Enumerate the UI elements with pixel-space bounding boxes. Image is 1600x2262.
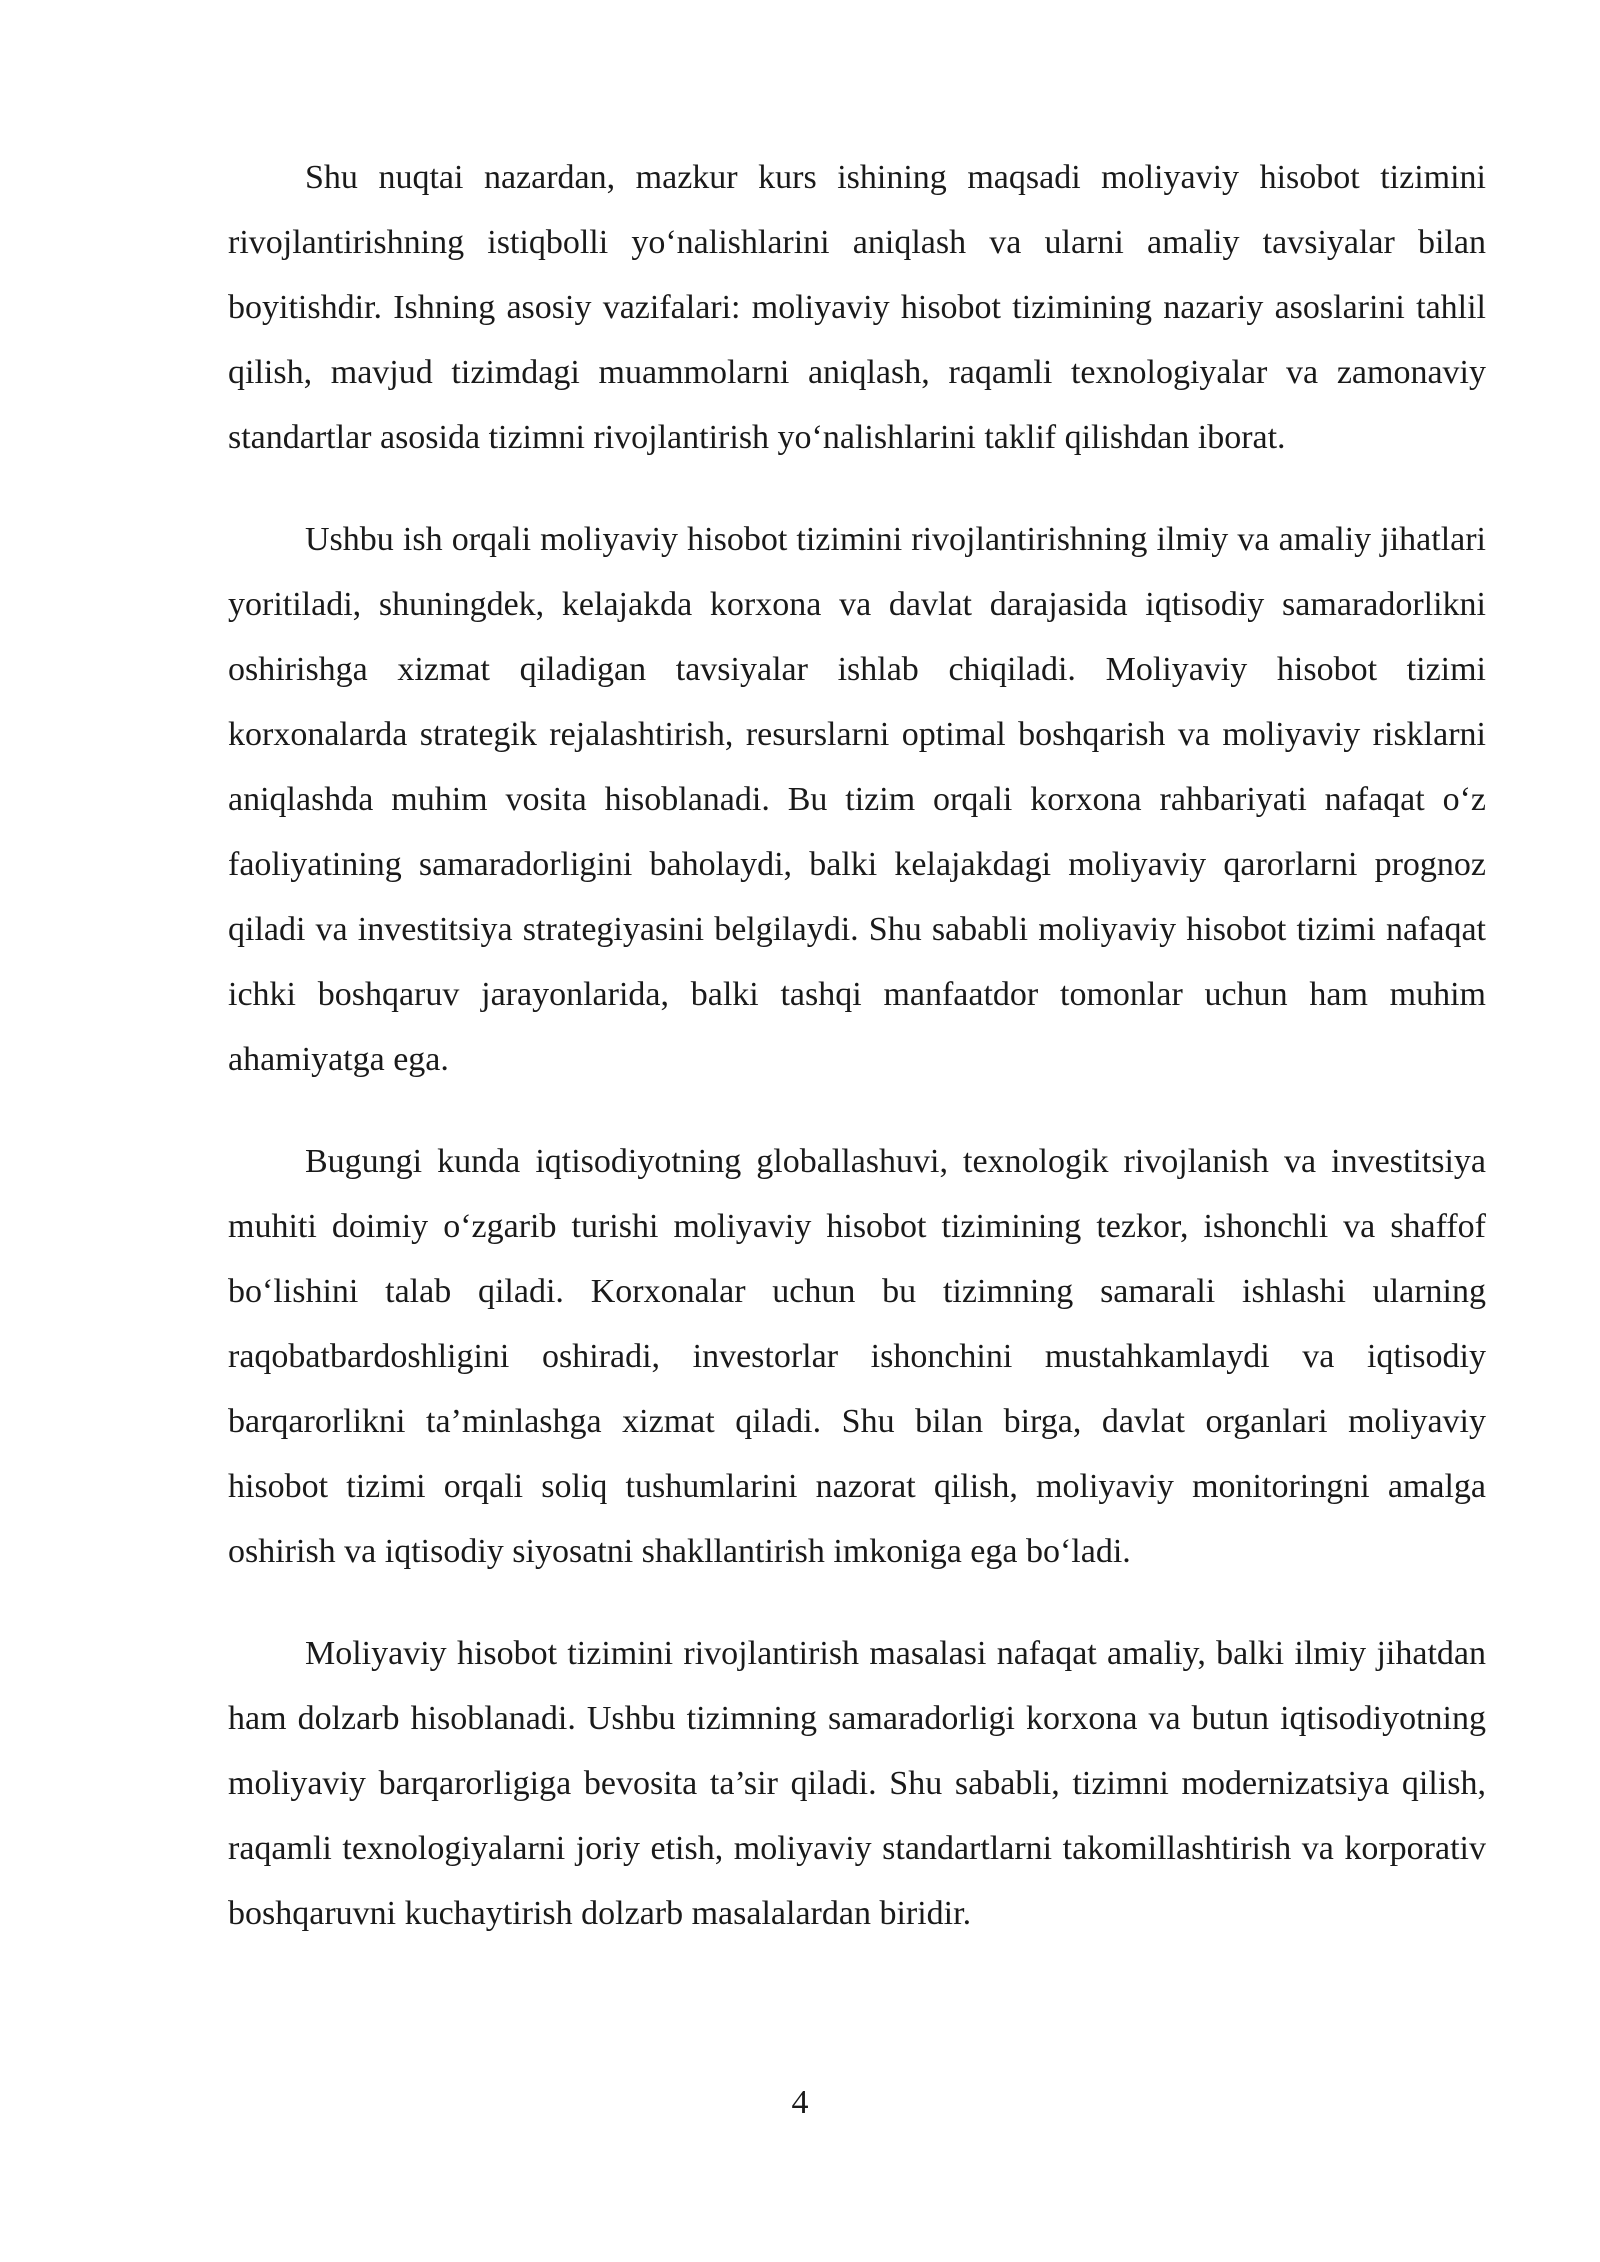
paragraph-2: Ushbu ish orqali moliyaviy hisobot tizimini rivojlantirishning ilmiy va amaliy jihatlari yoritiladi, shuningdek, kelajakda korxona va davlat darajasida iqtisodiy samaradorlikni oshirishga xizmat qiladigan tavsiyalar ishlab chiqiladi. Moliyaviy hisobot tizimi korxonalarda strategik rejalashtirish, resurslarni optimal boshqarish va moliyaviy risklarni aniqlashda muhim vosita hisoblanadi. Bu tizim orqali korxona rahbariyati nafaqat o‘z faoliyatining samaradorligini baholaydi, balki kelajakdagi moliyaviy qarorlarni prognoz qiladi va investitsiya strategiyasini belgilaydi. Shu sababli moliyaviy hisobot tizimi nafaqat ichki boshqaruv jarayonlarida, balki tashqi manfaatdor tomonlar uchun ham muhim ahamiyatga ega. [228, 521, 1486, 1078]
paragraph-4: Moliyaviy hisobot tizimini rivojlantirish masalasi nafaqat amaliy, balki ilmiy jihatdan ham dolzarb hisoblanadi. Ushbu tizimning samaradorligi korxona va butun iqtisodiyotning moliyaviy barqarorligiga bevosita ta’sir qiladi. Shu sababli, tizimni modernizatsiya qilish, raqamli texnologiyalarni joriy etish, moliyaviy standartlarni takomillashtirish va korporativ boshqaruvni kuchaytirish dolzarb masalalardan biridir. [228, 1635, 1486, 1932]
paragraph-1: Shu nuqtai nazardan, mazkur kurs ishining maqsadi moliyaviy hisobot tizimini rivojlantirishning istiqbolli yo‘nalishlarini aniqlash va ularni amaliy tavsiyalar bilan boyitishdir. Ishning asosiy vazifalari: moliyaviy hisobot tizimining nazariy asoslarini tahlil qilish, mavjud tizimdagi muammolarni aniqlash, raqamli texnologiyalar va zamonaviy standartlar asosida tizimni rivojlantirish yo‘nalishlarini taklif qilishdan iborat. [228, 159, 1486, 456]
body-text [228, 145, 1486, 1983]
paragraph-3: Bugungi kunda iqtisodiyotning globallashuvi, texnologik rivojlanish va investitsiya muhiti doimiy o‘zgarib turishi moliyaviy hisobot tizimining tezkor, ishonchli va shaffof bo‘lishini talab qiladi. Korxonalar uchun bu tizimning samarali ishlashi ularning raqobatbardoshligini oshiradi, investorlar ishonchini mustahkamlaydi va iqtisodiy barqarorlikni ta’minlashga xizmat qiladi. Shu bilan birga, davlat organlari moliyaviy hisobot tizimi orqali soliq tushumlarini nazorat qilish, moliyaviy monitoringni amalga oshirish va iqtisodiy siyosatni shakllantirish imkoniga ega bo‘ladi. [228, 1143, 1486, 1570]
page-number: 4 [791, 2084, 809, 2121]
